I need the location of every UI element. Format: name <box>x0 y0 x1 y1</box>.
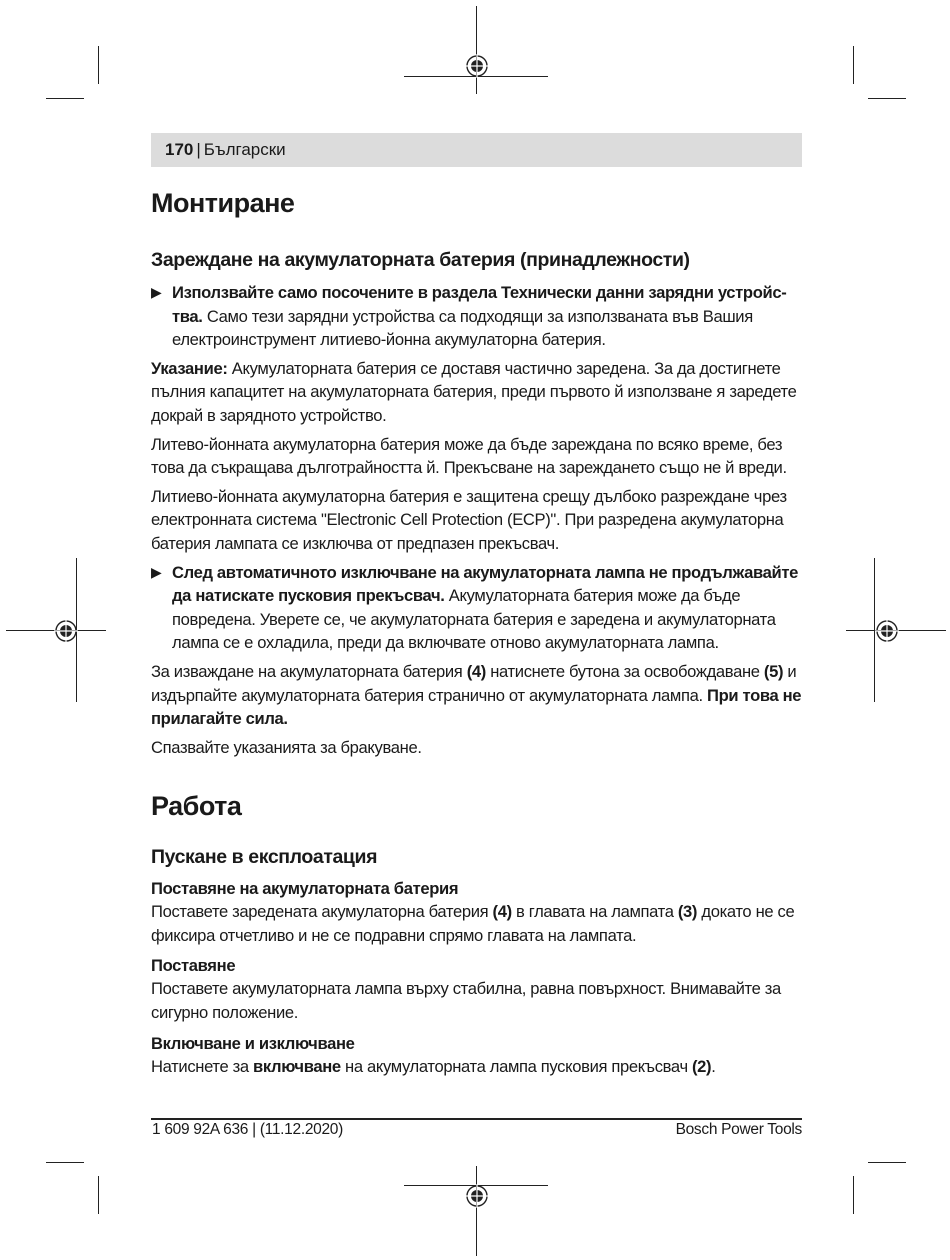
heading-switch: Включване и изключване <box>151 1033 355 1053</box>
crop-mark <box>853 1176 854 1214</box>
header-language: Български <box>203 140 286 159</box>
bullet-text: Само тези зарядни устройства са подходящи за използваната във Вашия електроинструмент литиево-йонна акумулаторна батерия. <box>172 306 753 350</box>
note-text: Акумулаторната батерия се доставя частично заредена. За да достигнете пълния капацитет на акумулаторната батерия, преди първото й използване я заредете докрай в зарядното устройство. <box>151 358 797 425</box>
text-run: натиснете бутона за освобождаване <box>485 661 764 681</box>
registration-line <box>476 6 477 94</box>
crop-mark <box>46 98 84 99</box>
text-run: . <box>711 1056 716 1076</box>
bold-text: При това не прилагайте сила. <box>151 685 802 729</box>
crosshair-registration-icon <box>465 54 489 78</box>
paragraph-switch <box>151 1055 802 1079</box>
crop-mark <box>98 46 99 84</box>
paragraph-ecp: Литиево-йонната акумулаторна батерия е защитена срещу дълбоко разреждане чрез електронната система "Electronic Cell Protection (ECP)". При разредена акумулаторна батерия лампата се изключва от предпазен прекъсвач. <box>151 486 787 553</box>
text-run: в главата на лампата <box>511 902 678 922</box>
page-header <box>151 133 802 167</box>
paragraph-liion: Литево-йонната акумулаторна батерия може да бъде зареждана по всяко време, без това да съкращава дълготрайността й. Прекъсване на зареждането също не й вреди. <box>151 434 787 478</box>
triangle-right-icon: ▶ <box>151 284 162 300</box>
paragraph-remove-battery <box>151 660 802 731</box>
reference-number: (2) <box>692 1056 712 1076</box>
section-title-operation: Работа <box>151 791 242 822</box>
heading-placement: Поставяне <box>151 956 236 976</box>
crop-mark <box>98 1176 99 1214</box>
crosshair-registration-icon <box>875 619 899 643</box>
text-run: и издърпайте акумулаторната батерия странично от акумулаторната лампа. <box>151 661 797 705</box>
registration-line <box>476 1166 477 1256</box>
reference-number: (3) <box>677 902 698 922</box>
text-run: на акумулаторната лампа пусковия прекъсвач <box>340 1056 692 1076</box>
subsection-heading-startup: Пускане в експлоатация <box>151 846 378 869</box>
paragraph-disposal: Спазвайте указанията за бракуване. <box>151 737 422 757</box>
heading-insert-battery: Поставяне на акумулаторната батерия <box>151 879 459 899</box>
crosshair-registration-icon <box>54 619 78 643</box>
page-content <box>151 180 802 1083</box>
bold-text: включване <box>253 1056 341 1076</box>
note-label: Указание: <box>151 358 228 378</box>
triangle-right-icon: ▶ <box>151 563 162 580</box>
text-run: докато не се фиксира отчетливо и не се подравни спрямо главата на лампата. <box>151 902 795 945</box>
crop-mark <box>868 1162 906 1163</box>
crosshair-registration-icon <box>465 1184 489 1208</box>
text-run: Натиснете за <box>151 1056 254 1076</box>
paragraph-insert-battery <box>151 900 802 947</box>
text-run: За изваждане на акумулаторната батерия <box>151 661 467 681</box>
bullet-bold-text: След автоматичното изключване на акумулаторната лампа не продължавайте да натискате пусковия прекъсвач. <box>172 562 799 606</box>
warning-bullet <box>151 281 802 352</box>
crop-mark <box>868 98 906 99</box>
footer-doc-id: 1 609 92A 636 | (11.12.2020) <box>152 1121 343 1138</box>
reference-number: (5) <box>763 661 784 681</box>
page-number: 170 <box>165 140 194 159</box>
paragraph-placement: Поставете акумулаторната лампа върху стабилна, равна повърхност. Внимавайте за сигурно положение. <box>151 979 781 1023</box>
bullet-bold-text: Използвайте само посочените в раздела Технически данни зарядни устройства. <box>172 283 787 326</box>
subsection-heading-charging: Зареждане на акумулаторната батерия (принадлежности) <box>151 249 690 271</box>
text-run: Поставете заредената акумулаторна батерия <box>151 902 493 922</box>
crop-mark <box>853 46 854 84</box>
bullet-text: Акумулаторната батерия може да бъде повредена. Уверете се, че акумулаторната батерия е заредена и акумулаторната лампа се е охладила, преди да включвате отново акумулаторната лампа. <box>172 586 776 653</box>
warning-bullet <box>151 561 802 655</box>
footer-brand: Bosch Power Tools <box>675 1121 802 1138</box>
header-separator: | <box>196 140 201 159</box>
note-paragraph <box>151 357 802 428</box>
reference-number: (4) <box>466 661 486 681</box>
reference-number: (4) <box>492 902 512 922</box>
crop-mark <box>46 1162 84 1163</box>
section-title-mount: Монтиране <box>151 188 295 218</box>
